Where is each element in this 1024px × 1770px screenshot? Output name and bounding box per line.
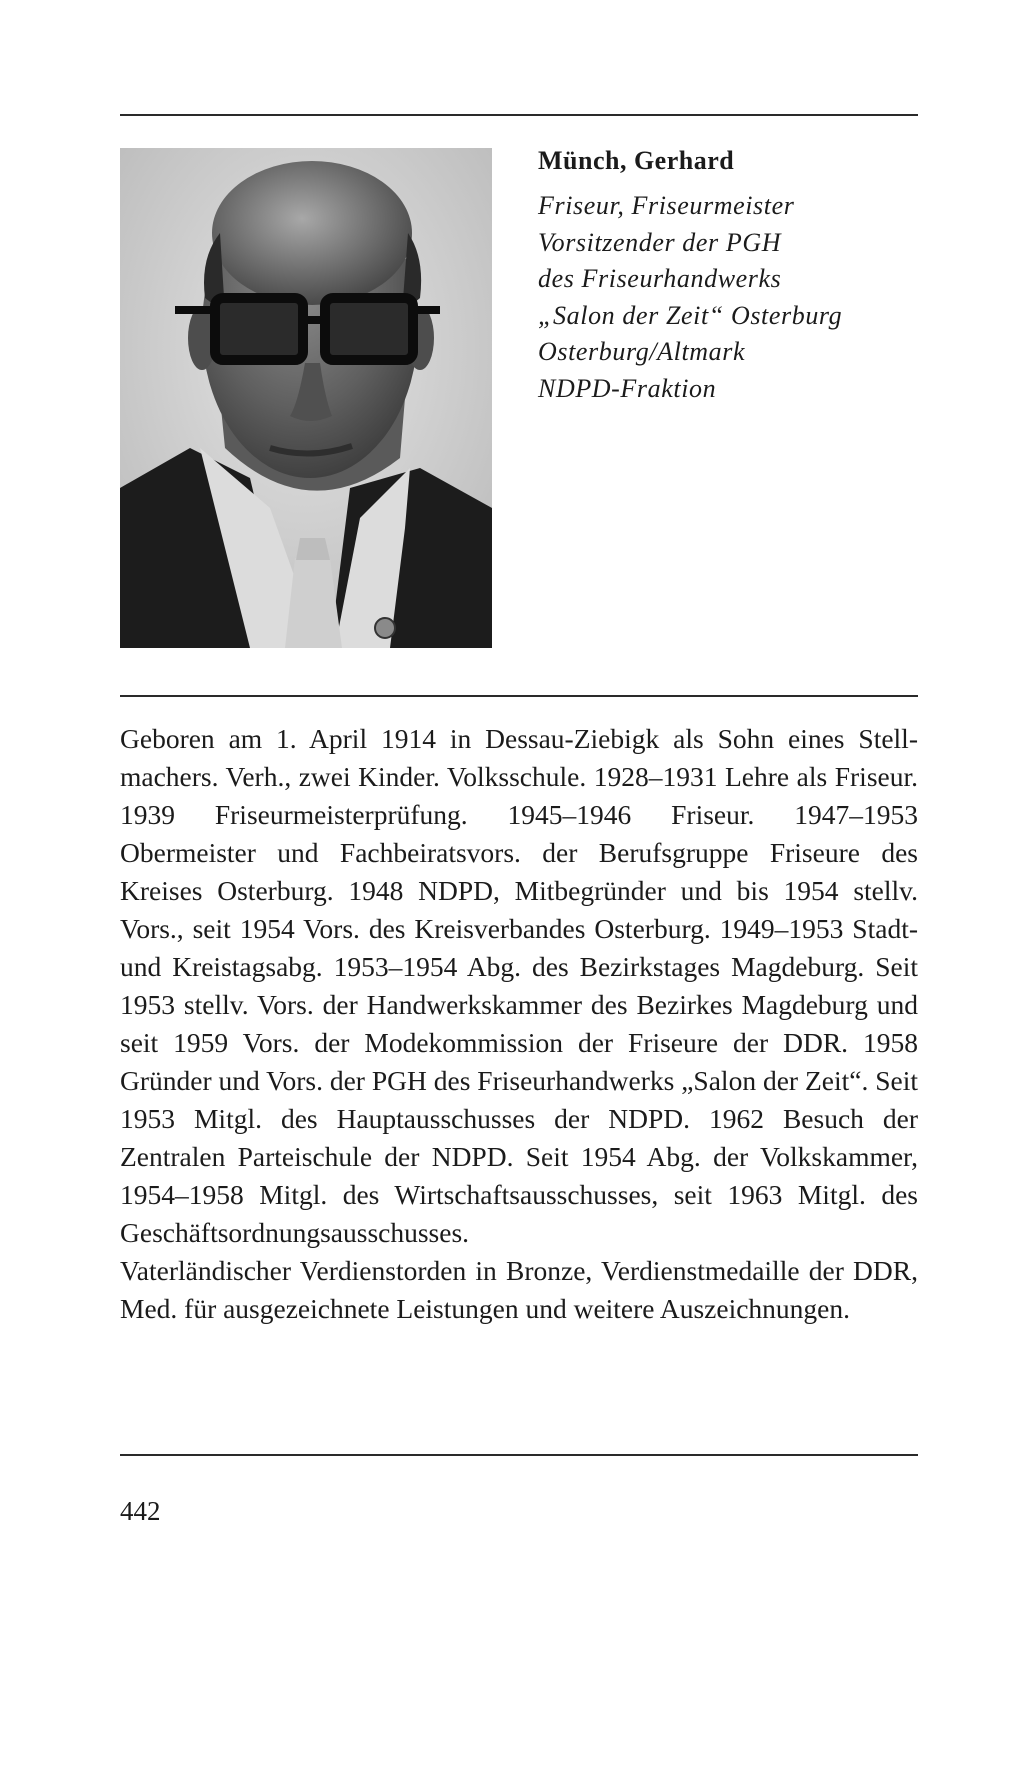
page-number: 442	[120, 1496, 161, 1526]
organization-line: des Friseurhandwerks	[538, 264, 782, 293]
portrait-photo	[120, 148, 492, 648]
salon-line: „Salon der Zeit“ Osterburg	[538, 300, 843, 330]
biography	[120, 720, 918, 1328]
position-line: Vorsitzender der PGH	[538, 227, 782, 257]
biography-paragraph: Geboren am 1. April 1914 in Dessau-Ziebigk als Sohn eines Stellmachers. Verh., zwei Kinder. Volksschule. 1928–1931 Lehre als Friseur. 1939 Friseurmeisterprüfung. 1945–1946 Friseur. 1947–1953 Obermeister und Fachbeiratsvors. der Berufsgruppe Friseure des Kreises Osterburg. 1948 NDPD, Mitbegründer und bis 1954 stellv. Vors., seit 1954 Vors. des Kreisverbandes Osterburg. 1949–1953 Stadt- und Kreistagsabg. 1953–1954 Abg. des Bezirkstages Magdeburg. Seit 1953 stellv. Vors. der Handwerkskammer des Bezirkes Magdeburg und seit 1959 Vors. der Modekommission der Friseure der DDR. 1958 Gründer und Vors. der PGH des Friseurhandwerks „Salon der Zeit“. Seit 1953 Mitgl. des Hauptausschusses der NDPD. 1962 Besuch der Zentralen Parteischule der NDPD. Seit 1954 Abg. der Volkskammer, 1954–1958 Mitgl. des Wirtschaftsausschusses, seit 1963 Mitgl. des Geschäftsordnungsausschusses.	[120, 723, 918, 1248]
person-name: Münch, Gerhard	[538, 146, 735, 175]
middle-divider	[120, 695, 918, 697]
person-header	[538, 144, 918, 407]
top-divider	[120, 114, 918, 116]
awards-paragraph: Vaterländischer Verdienstorden in Bronze, Verdienstmedaille der DDR, Med. für ausgezeichnete Leistungen und weitere Auszeichnungen.	[120, 1255, 918, 1324]
faction-line: NDPD-Fraktion	[538, 373, 717, 403]
bottom-divider	[120, 1454, 918, 1456]
occupation-line: Friseur, Friseurmeister	[538, 191, 795, 220]
location-line: Osterburg/Altmark	[538, 337, 746, 366]
